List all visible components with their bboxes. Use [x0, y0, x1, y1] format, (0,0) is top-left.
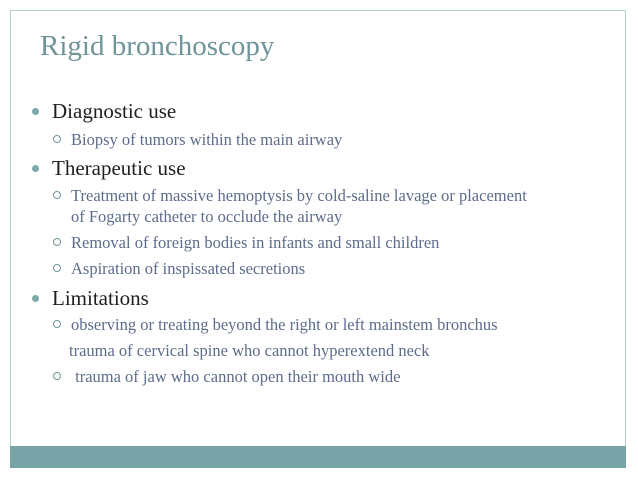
- item-mainstem-bronchus: observing or treating beyond the right or left mainstem bronchus: [71, 315, 498, 334]
- ring-bullet-icon: [53, 320, 61, 328]
- item-aspiration: Aspiration of inspissated secretions: [71, 259, 306, 278]
- ring-bullet-icon: [53, 191, 61, 199]
- slide-title: Rigid bronchoscopy: [40, 30, 275, 62]
- item-foreign-bodies: Removal of foreign bodies in infants and small children: [71, 233, 440, 252]
- heading-therapeutic-use: Therapeutic use: [52, 156, 186, 180]
- heading-limitations: Limitations: [52, 286, 149, 310]
- list-item-no-bullet: [69, 340, 430, 362]
- item-biopsy: Biopsy of tumors within the main airway: [71, 130, 343, 149]
- filled-circle-bullet-icon: [32, 165, 39, 172]
- item-jaw: trauma of jaw who cannot open their mouth wide: [71, 367, 401, 386]
- filled-circle-bullet-icon: [32, 295, 39, 302]
- heading-diagnostic-use: Diagnostic use: [52, 99, 177, 123]
- ring-bullet-icon: [53, 135, 61, 143]
- item-cervical-spine: trauma of cervical spine who cannot hyperextend neck: [69, 341, 430, 360]
- item-hemoptysis-line-1: Treatment of massive hemoptysis by cold-saline lavage or placement: [71, 186, 527, 205]
- ring-bullet-icon: [53, 238, 61, 246]
- ring-bullet-icon: [53, 264, 61, 272]
- filled-circle-bullet-icon: [32, 108, 39, 115]
- item-hemoptysis-line-2: of Fogarty catheter to occlude the airway: [71, 207, 343, 226]
- ring-bullet-icon: [53, 372, 61, 380]
